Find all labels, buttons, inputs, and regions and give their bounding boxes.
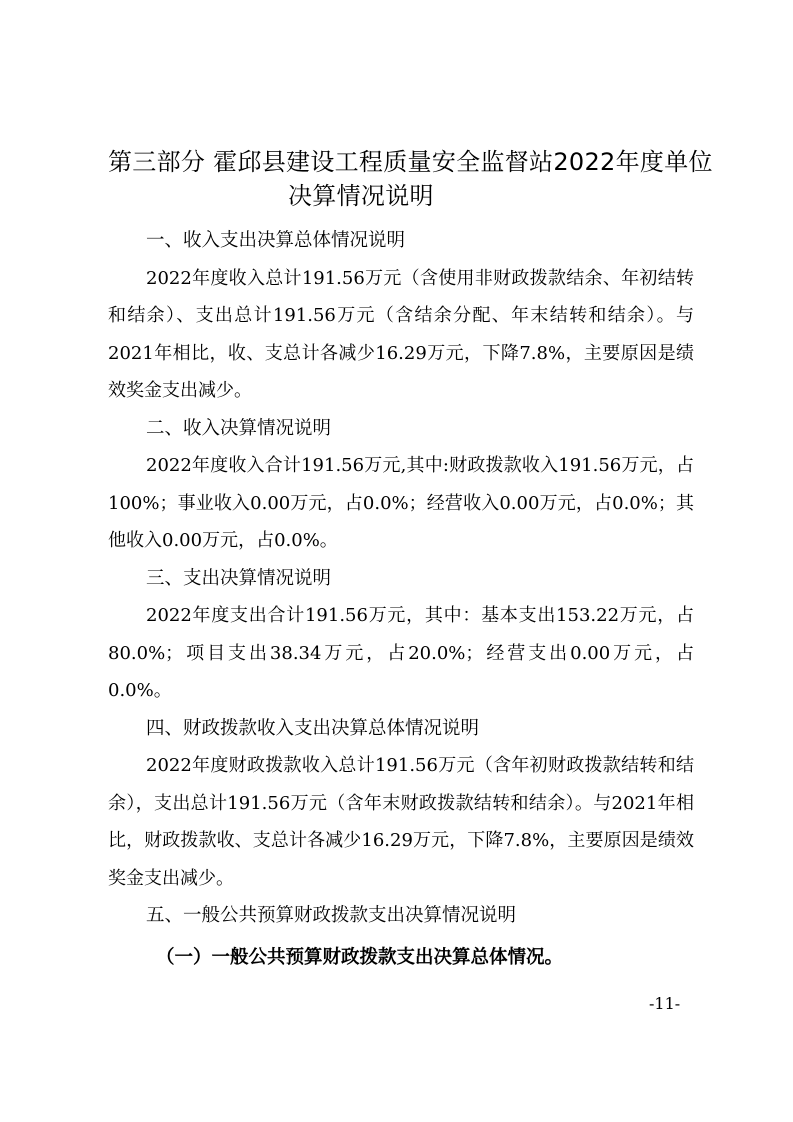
subsection-heading: （一）一般公共预算财政拨款支出决算总体情况。	[156, 946, 564, 968]
section-paragraph-3: 2022年度支出合计191.56万元，其中：基本支出153.22万元，占80.0%；项目支出38.34万元，占20.0%；经营支出0.00万元，占0.0%。	[108, 605, 694, 701]
section-heading-2: 二、收入决算情况说明	[146, 417, 332, 439]
page-number: -11-	[649, 994, 681, 1013]
title-line-2: 决算情况说明	[288, 182, 434, 210]
section-paragraph-1: 2022年度收入总计191.56万元（含使用非财政拨款结余、年初结转和结余）、支出总计191.56万元（含结余分配、年末结转和结余）。与2021年相比，收、支总计各减少16.29万元，下降7.8%，主要原因是绩效奖金支出减少。	[108, 267, 694, 401]
document-title	[108, 145, 713, 213]
title-line-1: 第三部分 霍邱县建设工程质量安全监督站2022年度单位	[108, 148, 713, 176]
section-paragraph-4: 2022年度财政拨款收入总计191.56万元（含年初财政拨款结转和结余），支出总计191.56万元（含年末财政拨款结转和结余）。与2021年相比，财政拨款收、支总计各减少16.29万元，下降7.8%，主要原因是绩效奖金支出减少。	[108, 755, 694, 889]
document-body	[108, 222, 694, 976]
section-heading-4: 四、财政拨款收入支出决算总体情况说明	[146, 717, 480, 739]
section-heading-3: 三、支出决算情况说明	[146, 567, 332, 589]
section-heading-5: 五、一般公共预算财政拨款支出决算情况说明	[146, 905, 517, 926]
section-paragraph-2: 2022年度收入合计191.56万元,其中:财政拨款收入191.56万元，占100%；事业收入0.00万元，占0.0%；经营收入0.00万元，占0.0%；其他收入0.00万元，占0.0%。	[108, 455, 694, 551]
section-heading-1: 一、收入支出决算总体情况说明	[146, 230, 406, 251]
